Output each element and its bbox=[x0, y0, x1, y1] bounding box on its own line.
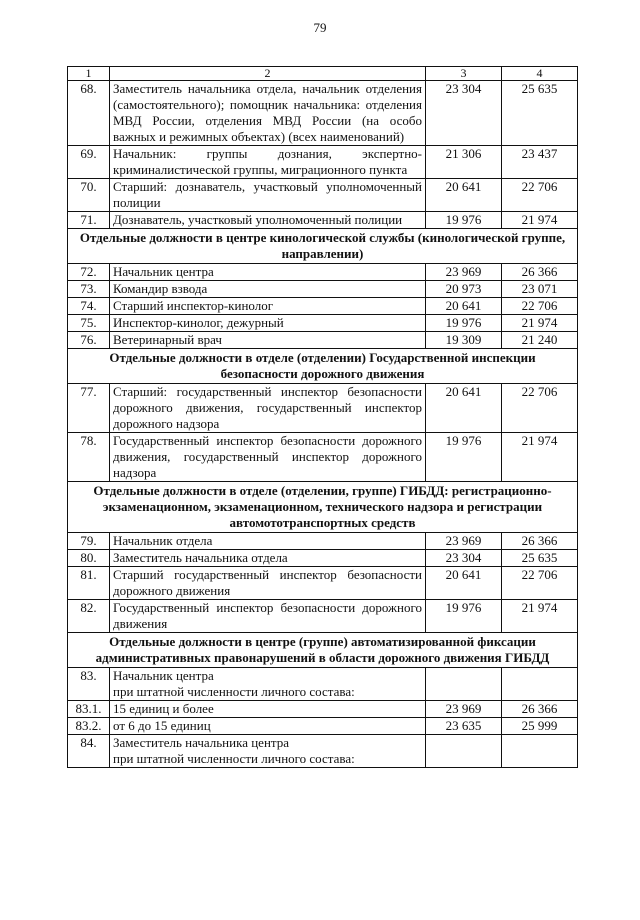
position-cell bbox=[110, 718, 426, 735]
row-number: 69. bbox=[68, 146, 110, 179]
table-row bbox=[68, 600, 578, 633]
row-number: 83. bbox=[68, 668, 110, 701]
salary-col-4: 21 240 bbox=[502, 332, 578, 349]
position-cell bbox=[110, 668, 426, 701]
position-title: Старший: государственный инспектор безопасности дорожного движения, государственный инспектор дорожного надзора bbox=[113, 384, 422, 431]
position-cell bbox=[110, 332, 426, 349]
position-title: Начальник: группы дознания, экспертно-криминалистической группы, миграционного пункта bbox=[113, 146, 422, 177]
position-cell bbox=[110, 315, 426, 332]
position-cell bbox=[110, 81, 426, 146]
position-title: Заместитель начальника центра bbox=[113, 735, 290, 750]
salary-col-4: 22 706 bbox=[502, 567, 578, 600]
position-cell bbox=[110, 146, 426, 179]
section-header-row bbox=[68, 633, 578, 668]
salary-table bbox=[67, 66, 578, 768]
salary-col-4 bbox=[502, 735, 578, 768]
salary-col-4: 25 635 bbox=[502, 81, 578, 146]
position-title: Старший государственный инспектор безопасности дорожного движения bbox=[113, 567, 422, 598]
salary-col-3: 23 635 bbox=[426, 718, 502, 735]
table-row bbox=[68, 281, 578, 298]
table-row bbox=[68, 433, 578, 482]
salary-col-3 bbox=[426, 735, 502, 768]
salary-col-3: 23 304 bbox=[426, 550, 502, 567]
position-title: Старший: дознаватель, участковый уполномоченный полиции bbox=[113, 179, 422, 210]
salary-col-3: 23 969 bbox=[426, 701, 502, 718]
section-header-row bbox=[68, 229, 578, 264]
position-cell bbox=[110, 264, 426, 281]
position-cell bbox=[110, 384, 426, 433]
salary-col-4: 26 366 bbox=[502, 533, 578, 550]
salary-col-4: 21 974 bbox=[502, 600, 578, 633]
row-number: 68. bbox=[68, 81, 110, 146]
row-number: 73. bbox=[68, 281, 110, 298]
row-number: 70. bbox=[68, 179, 110, 212]
salary-col-4: 25 635 bbox=[502, 550, 578, 567]
header-col-4: 4 bbox=[502, 67, 578, 81]
salary-col-3: 23 304 bbox=[426, 81, 502, 146]
table-row bbox=[68, 701, 578, 718]
table-row bbox=[68, 315, 578, 332]
row-number: 83.2. bbox=[68, 718, 110, 735]
section-title: Отдельные должности в центре кинологической службы (кинологической группе, направлении) bbox=[68, 229, 578, 264]
position-title: Ветеринарный врач bbox=[113, 332, 222, 347]
table-row bbox=[68, 550, 578, 567]
section-header-row bbox=[68, 482, 578, 533]
salary-col-4: 26 366 bbox=[502, 701, 578, 718]
position-title: Заместитель начальника отдела bbox=[113, 550, 288, 565]
row-number: 74. bbox=[68, 298, 110, 315]
salary-col-3: 19 309 bbox=[426, 332, 502, 349]
position-cell bbox=[110, 550, 426, 567]
position-cell bbox=[110, 600, 426, 633]
salary-col-3: 19 976 bbox=[426, 212, 502, 229]
row-number: 78. bbox=[68, 433, 110, 482]
table-row bbox=[68, 298, 578, 315]
row-number: 72. bbox=[68, 264, 110, 281]
position-title: от 6 до 15 единиц bbox=[113, 718, 211, 733]
position-title: Начальник отдела bbox=[113, 533, 213, 548]
table-row bbox=[68, 718, 578, 735]
salary-col-4: 25 999 bbox=[502, 718, 578, 735]
position-cell bbox=[110, 735, 426, 768]
salary-col-4: 21 974 bbox=[502, 433, 578, 482]
section-title: Отдельные должности в центре (группе) автоматизированной фиксации административных правонарушений в области дорожного движения ГИБДД bbox=[68, 633, 578, 668]
salary-col-4: 23 437 bbox=[502, 146, 578, 179]
salary-table-body bbox=[68, 67, 578, 768]
table-row bbox=[68, 81, 578, 146]
table-row bbox=[68, 212, 578, 229]
salary-col-4: 21 974 bbox=[502, 212, 578, 229]
salary-col-3: 20 973 bbox=[426, 281, 502, 298]
position-title: Старший инспектор-кинолог bbox=[113, 298, 274, 313]
position-note: при штатной численности личного состава: bbox=[113, 684, 355, 699]
table-row bbox=[68, 384, 578, 433]
position-note: при штатной численности личного состава: bbox=[113, 751, 355, 766]
row-number: 84. bbox=[68, 735, 110, 768]
salary-col-4 bbox=[502, 668, 578, 701]
position-cell bbox=[110, 212, 426, 229]
table-row bbox=[68, 567, 578, 600]
table-row bbox=[68, 735, 578, 768]
position-cell bbox=[110, 701, 426, 718]
salary-col-3: 21 306 bbox=[426, 146, 502, 179]
salary-col-4: 26 366 bbox=[502, 264, 578, 281]
row-number: 80. bbox=[68, 550, 110, 567]
position-title: Начальник центра bbox=[113, 264, 214, 279]
row-number: 76. bbox=[68, 332, 110, 349]
table-row bbox=[68, 668, 578, 701]
position-title: Государственный инспектор безопасности дорожного движения, государственный инспектор дорожного надзора bbox=[113, 433, 422, 480]
table-row bbox=[68, 332, 578, 349]
table-header-row bbox=[68, 67, 578, 81]
salary-col-4: 22 706 bbox=[502, 384, 578, 433]
salary-col-3: 20 641 bbox=[426, 298, 502, 315]
salary-col-4: 21 974 bbox=[502, 315, 578, 332]
salary-col-4: 22 706 bbox=[502, 179, 578, 212]
salary-col-3: 19 976 bbox=[426, 600, 502, 633]
position-cell bbox=[110, 281, 426, 298]
section-title: Отдельные должности в отделе (отделении) Государственной инспекции безопасности дорожного движения bbox=[68, 349, 578, 384]
position-title: Заместитель начальника отдела, начальник отделения (самостоятельного); помощник начальника: отделения МВД России, отделения МВД России (на особо важных и режимных объектах) (всех наименований) bbox=[113, 81, 422, 144]
header-col-2: 2 bbox=[110, 67, 426, 81]
row-number: 71. bbox=[68, 212, 110, 229]
position-cell bbox=[110, 533, 426, 550]
header-col-3: 3 bbox=[426, 67, 502, 81]
salary-col-3: 23 969 bbox=[426, 264, 502, 281]
salary-col-4: 22 706 bbox=[502, 298, 578, 315]
salary-col-3: 20 641 bbox=[426, 567, 502, 600]
row-number: 83.1. bbox=[68, 701, 110, 718]
table-row bbox=[68, 146, 578, 179]
row-number: 81. bbox=[68, 567, 110, 600]
position-cell bbox=[110, 179, 426, 212]
row-number: 82. bbox=[68, 600, 110, 633]
page-number: 79 bbox=[313, 20, 327, 35]
header-col-1: 1 bbox=[68, 67, 110, 81]
position-cell bbox=[110, 433, 426, 482]
position-title: Дознаватель, участковый уполномоченный полиции bbox=[113, 212, 403, 227]
salary-col-3 bbox=[426, 668, 502, 701]
table-row bbox=[68, 533, 578, 550]
salary-col-4: 23 071 bbox=[502, 281, 578, 298]
row-number: 79. bbox=[68, 533, 110, 550]
section-title: Отдельные должности в отделе (отделении, группе) ГИБДД: регистрационно-экзаменационном, экзаменационном, технического надзора и регистрации автомототранспортных средств bbox=[68, 482, 578, 533]
salary-col-3: 20 641 bbox=[426, 384, 502, 433]
position-title: Инспектор-кинолог, дежурный bbox=[113, 315, 284, 330]
salary-col-3: 20 641 bbox=[426, 179, 502, 212]
position-cell bbox=[110, 298, 426, 315]
position-title: 15 единиц и более bbox=[113, 701, 214, 716]
row-number: 77. bbox=[68, 384, 110, 433]
position-cell bbox=[110, 567, 426, 600]
salary-col-3: 19 976 bbox=[426, 315, 502, 332]
table-row bbox=[68, 179, 578, 212]
salary-col-3: 19 976 bbox=[426, 433, 502, 482]
table-row bbox=[68, 264, 578, 281]
position-title: Командир взвода bbox=[113, 281, 208, 296]
position-title: Начальник центра bbox=[113, 668, 214, 683]
position-title: Государственный инспектор безопасности дорожного движения bbox=[113, 600, 422, 631]
row-number: 75. bbox=[68, 315, 110, 332]
salary-col-3: 23 969 bbox=[426, 533, 502, 550]
section-header-row bbox=[68, 349, 578, 384]
